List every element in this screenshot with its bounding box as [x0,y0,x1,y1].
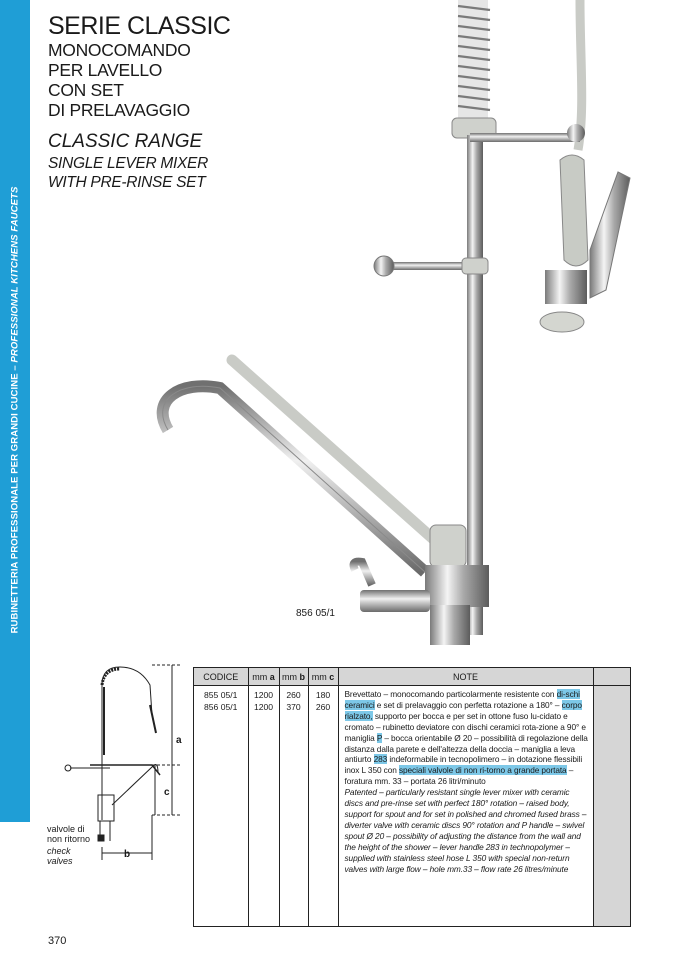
valve-label-it: valvole di non ritorno [47,824,91,844]
bracket-collar [462,258,488,274]
shower-head [540,312,584,332]
spec-table [193,667,631,927]
page-title: SERIE CLASSIC [48,12,231,40]
note-it: Brevettato – monocomando particolarmente resistente con di-schi ceramici e set di prelavaggio con perfetta rotazione a 180° – corpo rialzato, supporto per bocca e per set in ottone fuso lu-cidato e cromato – rubinetto deviatore con dischi ceramici rota-zione a 90° e maniglia P – bocca orientabile Ø 20 – possibilità di regolazione della distanza dalla parete e dell'altezza della doccia – maniglia a leva antiurto 283 indeformabile in tecnopolimero – in dotazione flessibili inox L 350 con speciali valvole di non ri-torno a grande portata – foratura mm. 33 – portata 26 litri/minuto [344,689,588,787]
code-856: 856 05/1 [204,702,238,712]
subtitle-en-line-1: SINGLE LEVER MIXER [48,155,208,172]
diverter-handle [354,562,372,585]
header-mm-c: mm c [308,668,338,686]
table-row [194,686,630,927]
subtitle-it-line-1: MONOCOMANDO [48,40,191,60]
spring-coil [458,0,490,120]
cell-b: 260 370 [279,686,308,927]
header-note: NOTE [338,668,593,686]
sidebar-text-en: PROFESSIONAL KITCHENS FAUCETS [9,186,21,363]
shower-lever [590,172,630,298]
mixer-lever [232,360,440,545]
cell-c: 180 260 [308,686,338,927]
header-blank [593,668,630,686]
subtitle-it-line-2: PER LAVELLO [48,60,163,80]
cell-blank [593,686,630,927]
photo-caption: 856 05/1 [296,608,335,619]
shower-arm [470,133,580,142]
arm-joint [567,124,585,142]
subtitle-it-line-3: CON SET [48,80,124,100]
mixer-cartridge [430,525,466,567]
cell-a: 1200 1200 [248,686,279,927]
product-photo [140,0,640,660]
table-header-row [194,668,630,686]
cell-note [338,686,593,927]
bracket-rosette [374,256,394,276]
note-en: Patented – particularly resistant single lever mixer with ceramic discs and pre-rinse set with perfect 180° rotation – raised body, support for spout and for set in polished and chromed fused brass – diverter valve with ceramic discs 90° rotation and P handle – swivel spout Ø 20 – possibility of adjusting the distance from the wall and the height of the shower – lever handle 283 in technopolymer – supplied with stainless steel hose L 350 with special non-return valves with large flow – hole mm.33 – flow rate 26 litres/minute [344,787,587,874]
mixer-base [430,605,470,645]
valve-label-en: check valves [47,846,73,866]
cell-codes [194,686,248,927]
sidebar-text [10,187,21,634]
shower-valve-body [545,270,587,304]
shower-grip [560,155,588,266]
sidebar-separator: – [9,365,21,371]
subtitle-it-line-4: DI PRELAVAGGIO [48,100,190,120]
code-855: 855 05/1 [204,690,238,700]
sidebar-text-it: RUBINETTERIA PROFESSIONALE PER GRANDI CUCINE [9,373,21,634]
header-mm-b: mm b [279,668,308,686]
header-codice: CODICE [194,668,248,686]
riser-column [467,135,483,635]
title-en: CLASSIC RANGE [48,131,203,152]
diverter-body [360,590,430,612]
dimension-a: a [176,735,182,746]
mixer-body [425,565,489,607]
dimension-b: b [124,849,131,860]
drawing-spring-arc [102,667,152,755]
page-number: 370 [48,935,67,947]
header-mm-a: mm a [248,668,279,686]
dimension-c: c [164,787,170,798]
subtitle-en-line-2: WITH PRE-RINSE SET [48,174,206,191]
sidebar-band [0,0,30,822]
